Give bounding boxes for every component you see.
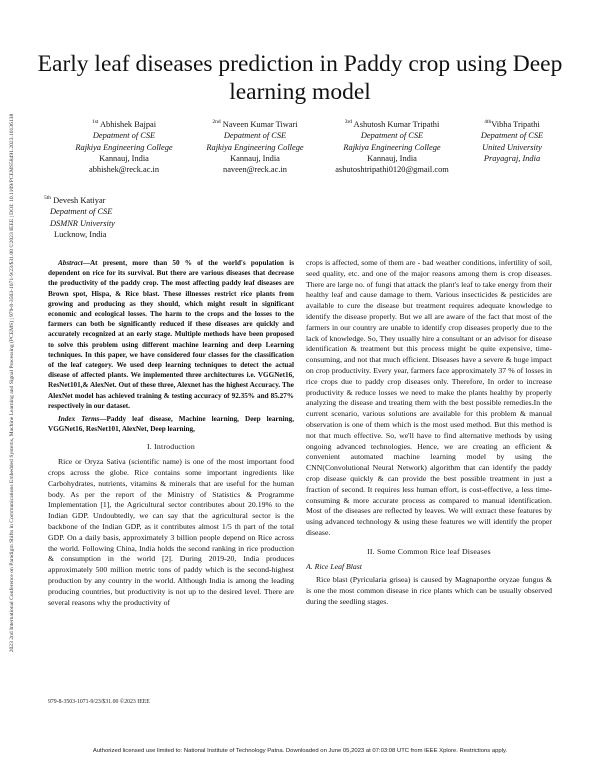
index-terms-label: Index Terms	[58, 415, 100, 424]
left-column	[48, 258, 294, 608]
paper-title: Early leaf diseases prediction in Paddy crop using Deep learning model	[37, 51, 563, 105]
author-dept: Depatment of CSE	[92, 131, 156, 141]
author-name: $^{2nd}$ Naveen Kumar Tiwari	[212, 119, 298, 129]
side-doi-note: 2023 2nd International Conference on Paradigm Shifts in Communications Embedded Systems, Machine Learning and Signal Processing (PCEMS) | 979-8-3503-1071-9/23/$31.00 ©2023 IEEE | DOI: 10.1109/PCEMS58491.2023.10136138	[9, 113, 15, 653]
author-city: Prayagraj, India	[483, 154, 541, 164]
index-terms: Index Terms—Paddy leaf disease, Machine learning, Deep learning, VGGNet16, ResNet101, AlexNet, Deep learning,	[48, 415, 294, 434]
author-name: $^{5th}$ Devesh Katiyar	[44, 195, 106, 205]
author-dept: Depatment of CSE	[223, 131, 287, 141]
author-city: Kannauj, India	[99, 154, 149, 164]
author-dept: Depatment of CSE	[360, 131, 424, 141]
author-org: Rajkiya Engineering College	[206, 142, 304, 152]
author-city: Kannauj, India	[367, 154, 417, 164]
author-email: abhishek@reck.ac.in	[88, 165, 160, 175]
author-name: $^{1st}$ Abhishek Bajpai	[91, 119, 157, 129]
intro-paragraph: Rice or Oryza Sativa (scientific name) is one of the most important food crops across the globe. Rice contains some important ingredients like Carbohydrates, nutrients, vitamins & minerals that are useful for the human body. As per the report of the Ministry of Statistics & Programme Implementation [1], the Agricultural sector contributes about 20.19% to the Indian GDP. Undoubtedly, we can say that the agricultural sector is the backbone of the Indian GDP, as it contributes almost 1/5 th part of the total GDP. On a daily basis, approximately 3 billion people depend on Rice across the world. Following China, India holds the second ranking in rice production & consumption in the world [2]. During 2019-20, India produces approximately 500 million metric tons of paddy which is the second-highest production by any country in the world. Although India is among the leading producing countries, but productivity is not up to the desired level. There are several reasons why the productivity of	[48, 457, 294, 607]
section-heading-diseases: II. Some Common Rice leaf Diseases	[367, 546, 491, 556]
abstract: Abstract—At present, more than 50 % of the world's population is dependent on rice for its survival. But there are various diseases that decrease the productivity of the paddy crop. The most affecting paddy leaf diseases are Brown spot, Hispa, & Rice blast. These illnesses restrict rice plants from growing and producing as they should, which might result in significant economic and ecological losses. The harm to the crops and the losses to the farmers can both be significantly reduced if these diseases are quickly and accurately recognized at an early stage. Multiple methods have been proposed to solve this problem using different machine learning and deep Learning techniques. In this paper, we have considered four classes for the classification of the leaf category. We used deep learning techniques to detect the actual disease of affected plants. We implemented three architectures i.e. VGGNet16, ResNet101,& AlexNet. Out of these three, Alexnet has the highest Accuracy. The AlexNet model has achieved training & testing accuracy of 92.35% and 85.27% respectively in our dataset.	[48, 259, 294, 410]
abstract-text: At present, more than 50 % of the world's population is dependent on rice for its survival. But there are various diseases that decrease the productivity of the paddy crop. The most affecting paddy leaf diseases are Brown spot, Hispa, & Rice blast. These illnesses restrict rice plants from growing and producing as they should, which might result in significant economic and ecological losses. The harm to the crops and the losses to the farmers can both be significantly reduced if these diseases are quickly and accurately recognized at an early stage. Multiple methods have been proposed to solve this problem using different machine learning and deep Learning techniques. In this paper, we have considered four classes for the classification of the leaf category. We used deep learning techniques to detect the actual disease of affected plants. We implemented three architectures i.e. VGGNet16, ResNet101,& AlexNet. Out of these three, Alexnet has the highest Accuracy. The AlexNet model has achieved training & testing accuracy of 92.35% and 85.27% respectively in our dataset.	[48, 259, 294, 410]
copyright-notice: 979-8-3503-1071-9/23/$31.00 ©2023 IEEE	[48, 699, 150, 705]
rice-blast-paragraph: Rice blast (Pyricularia grisea) is caused by Magnaporthe oryzae fungus & is one the most common disease in rice plants which can be usually observed during the seedling stages.	[306, 575, 552, 606]
author-org: DSMNR University	[50, 218, 115, 228]
section-heading-introduction: I. Introduction	[146, 442, 196, 452]
author-4	[464, 117, 560, 164]
author-name: $^{4th}$Vibha Tripathi	[484, 119, 540, 129]
author-org: Rajkiya Engineering College	[75, 142, 173, 152]
author-1	[60, 117, 188, 176]
author-2	[190, 117, 320, 176]
author-city: Kannauj, India	[230, 154, 280, 164]
abstract-label: Abstract	[58, 259, 83, 267]
right-column	[306, 258, 552, 608]
right-paragraph: crops is affected, some of them are - bad weather conditions, infertility of soil, seed quality, etc. and one of the major reasons among them is crop diseases. There are large no. of fungi that attack the plant's leaf to take energy from their healthy leaf and cause damage to them. Various insecticides & pesticides are available to cure the disease but treatment requires adequate knowledge to identify the disease properly. But we all are aware of the fact that most of the farmers in our country are unable to identify crop diseases properly due to the lack of knowledge. So, They usually hire a consultant or an advisor for disease identification & treatment but this process might be quite expensive, time-consuming, and not that much efficient. Diseases have a severe & huge impact on crop productivity. Every year, farmers face approximately 37 % of losses in rice crops due to paddy crop diseases only. Therefore, In order to increase productivity & reduce losses we need to make the plants healthy by properly analyzing the disease and treating them with the best possible remedies.In the current scenario, various solutions are available for this problem & manual observation is one of them which is the most used method. But this method is not that much effective. So, we'll have to find alternative methods by using ongoing advanced technologies. Hence, we are creating an efficient & convenient automated machine learning model by using the CNN(Convolutional Neural Network) algorithm that can identify the paddy crop disease quickly & can provide the best possible treatment in just a fraction of second. It requires less human effort, is cost-effective, a less time-consuming & more accurate process as compared to manual identification. Most of the diseases are reflected by leaves. We will extract these features by using advanced technology & using these features we will identify the proper disease.	[306, 258, 552, 537]
author-dept: Depatment of CSE	[50, 207, 113, 217]
author-dept: Depatment of CSE	[480, 131, 544, 141]
author-email: ashutoshtripathi0120@gmail.com	[335, 165, 449, 175]
author-org: Rajkiya Engineering College	[343, 142, 441, 152]
author-city: Lucknow, India	[54, 230, 107, 240]
author-3	[322, 117, 462, 176]
index-terms-text: Paddy leaf disease, Machine learning, Deep learning, VGGNet16, ResNet101, AlexNet, Deep learning,	[48, 415, 294, 434]
author-name: $^{3rd}$ Ashutosh Kumar Tripathi	[344, 119, 440, 129]
download-footer: Authorized licensed use limited to: National Institute of Technology Patna. Downloaded on June 05,2023 at 07:03:08 UTC from IEEE Xplore. Restrictions apply.	[92, 748, 508, 754]
subsection-heading-rice-blast: A. Rice Leaf Blast	[306, 561, 362, 571]
author-email: naveen@reck.ac.in	[223, 165, 287, 175]
author-org: United University	[482, 142, 542, 152]
author-5	[44, 193, 122, 240]
